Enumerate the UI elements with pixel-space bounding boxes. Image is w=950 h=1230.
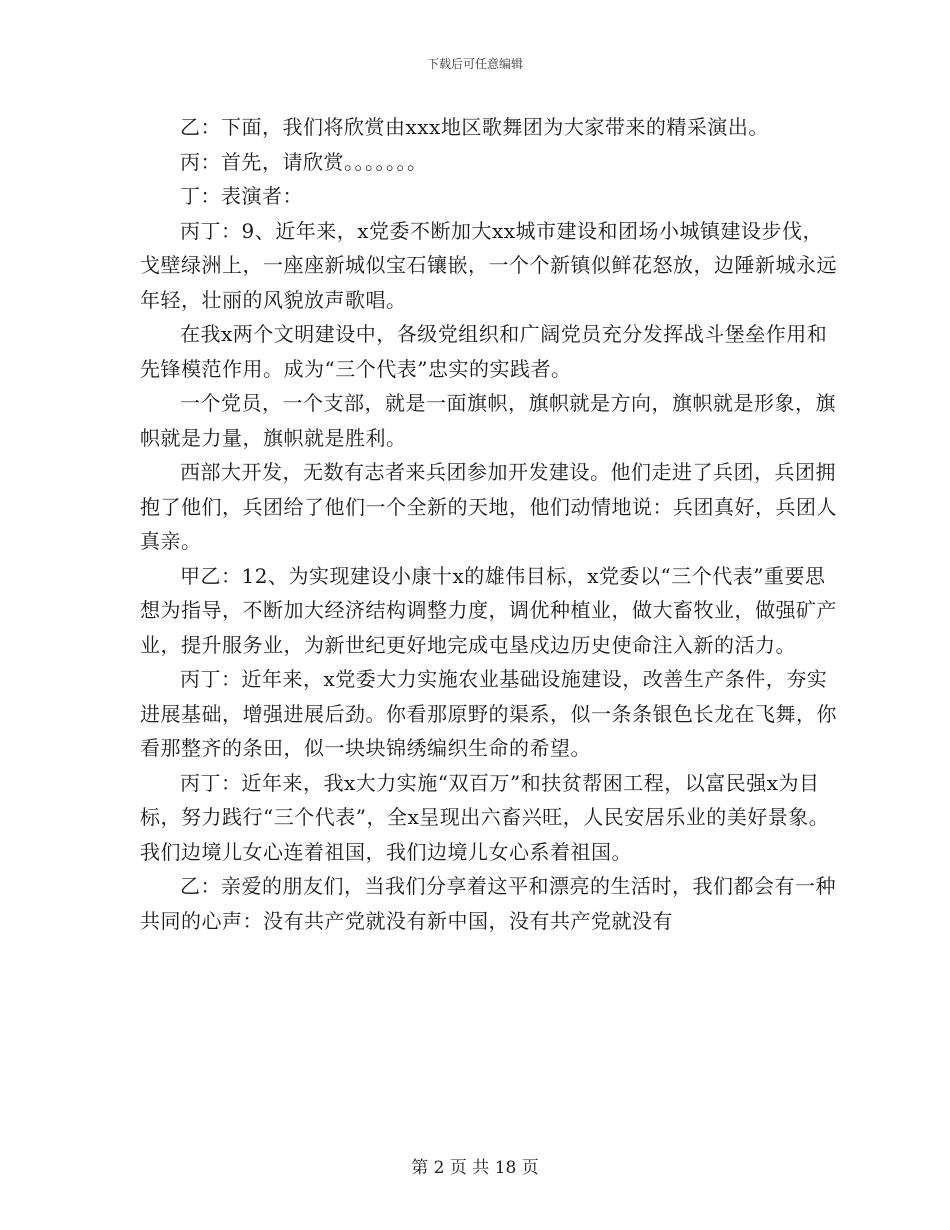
page-header-note: 下载后可任意编辑 — [426, 57, 523, 71]
paragraph: 丙丁：近年来，x党委大力实施农业基础设施建设，改善生产条件，夯实进展基础，增强进展后劲。你看那原野的渠系，似一条条银色长龙在飞舞，你看那整齐的条田，似一块块锦绣编织生命的希望。 — [140, 667, 837, 760]
paragraph: 丁：表演者： — [180, 184, 303, 208]
paragraph: 丙丁：近年来，我x大力实施“双百万”和扶贫帮困工程，以富民强x为目标，努力践行“三个代表”，全x呈现出六畜兴旺，人民安居乐业的美好景象。我们边境儿女心连着祖国，我们边境儿女心系着祖国。 — [140, 770, 830, 864]
paragraph: 乙：下面，我们将欣赏由xxx地区歌舞团为大家带来的精采演出。 — [180, 115, 769, 139]
paragraph: 甲乙：12、为实现建设小康十x的雄伟目标，x党委以“三个代表”重要思想为指导，不断加大经济结构调整力度，调优种植业，做大畜牧业，做强矿产业，提升服务业，为新世纪更好地完成屯垦戍边历史使命注入新的活力。 — [140, 563, 837, 657]
paragraph: 乙：亲爱的朋友们，当我们分享着这平和漂亮的生活时，我们都会有一种共同的心声：没有共产党就没有新中国，没有共产党就没有 — [140, 874, 836, 933]
paragraph: 西部大开发，无数有志者来兵团参加开发建设。他们走进了兵团，兵团拥抱了他们，兵团给了他们一个全新的天地，他们动情地说：兵团真好，兵团人真亲。 — [140, 460, 837, 553]
paragraph: 在我x两个文明建设中，各级党组织和广阔党员充分发挥战斗堡垒作用和先锋模范作用。成为“三个代表”忠实的实践者。 — [140, 322, 828, 381]
document-body — [140, 110, 840, 938]
page-number-footer: 第 2 页 共 18 页 — [411, 1158, 539, 1178]
paragraph: 丙丁：9、近年来，x党委不断加大xx城市建设和团场小城镇建设步伐，戈壁绿洲上，一座座新城似宝石镶嵌，一个个新镇似鲜花怒放，边陲新城永远年轻，壮丽的风貌放声歌唱。 — [140, 218, 837, 312]
paragraph: 丙：首先，请欣赏。。。。。。。 — [180, 149, 428, 174]
paragraph: 一个党员，一个支部，就是一面旗帜，旗帜就是方向，旗帜就是形象，旗帜就是力量，旗帜就是胜利。 — [140, 391, 836, 450]
